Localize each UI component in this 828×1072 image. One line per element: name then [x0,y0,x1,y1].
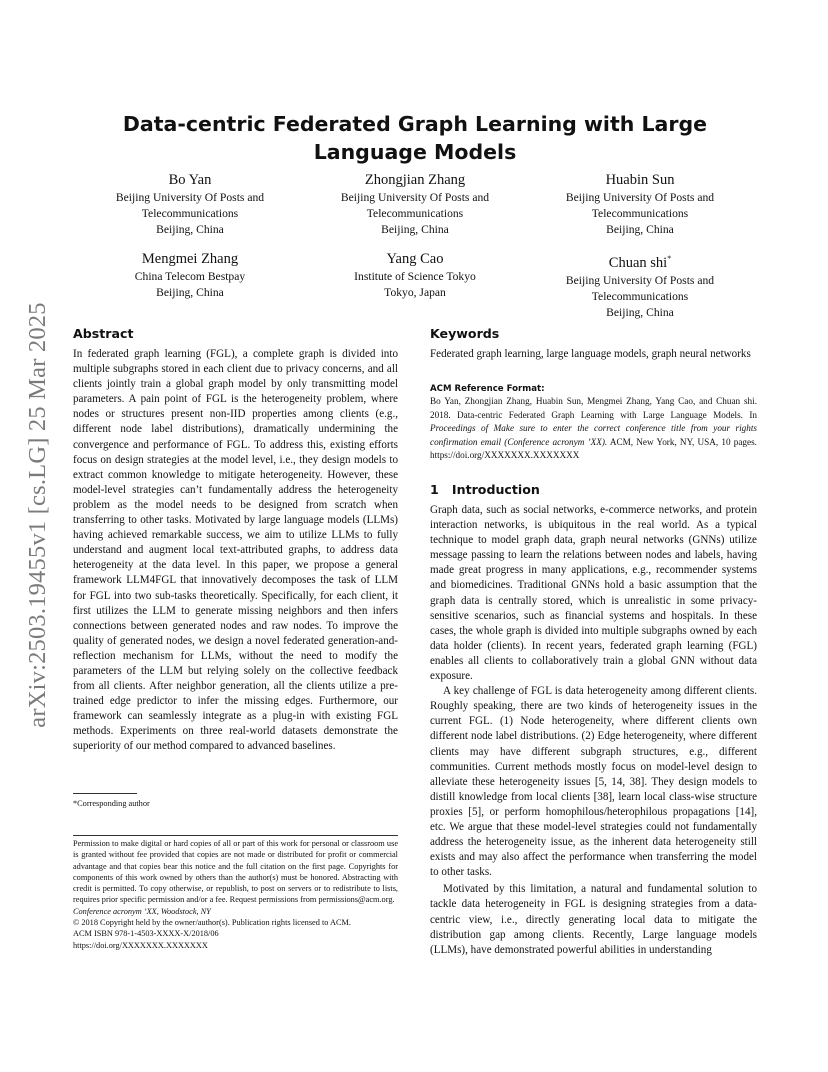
introduction-section [430,481,757,958]
acm-reference-text-2: ACM, New York, NY, USA, 10 pages. https://doi.org/XXXXXXX.XXXXXXX [430,436,757,461]
isbn-line: ACM ISBN 978-1-4503-XXXX-X/2018/06 [73,929,219,939]
introduction-paragraph: Graph data, such as social networks, e-commerce networks, and protein interaction networks, is ubiquitous in the real world. As a typical technique to model graph data, graph neural networks (GNNs) utilize message passing to learn the relations between nodes and labels, having made great progress in many applications, e.g., recommender systems and biomedicines. Traditional GNNs hold a basic assumption that the graph data is centrally stored, which is unrealistic in some privacy-sensitive scenarios, such as financial systems and hospitals. In these cases, the whole graph is divided into multiple subgraphs owned by each data holder (clients). In recent years, federated graph learning (FGL) enables all clients to collaboratively train a global GNN without data exposure. [430,504,757,683]
conference-info: Conference acronym ’XX, Woodstock, NY [73,906,211,916]
author-name: Mengmei Zhang [141,251,239,267]
copyright-line: © 2018 Copyright held by the owner/author(s). Publication rights licensed to ACM. [73,918,351,928]
author-affiliation: Beijing University Of Posts and Telecommunications Beijing, China [340,191,490,236]
author-block [300,170,530,238]
introduction-paragraph: A key challenge of FGL is data heterogeneity among different clients. Roughly speaking, there are two kinds of heterogeneity issues in the current FGL. (1) Node heterogeneity, where different clients own different node label distributions. (2) Edge heterogeneity, where different clients may have different subgraph structures, e.g., different communities. Current methods mostly focus on model-level design to alleviate these heterogeneity issues [5, 14, 38]. They design models to distill knowledge from local clients [38], learn local class-wise structure proxies [5], or perform homophilous/heterophilous propagations [14], etc. We argue that these model-level strategies could not fundamentally address the heterogeneity issue, as the inherent data heterogeneity still exists and may also affect the performance when transferring the model to other tasks. [430,685,757,879]
acm-reference-section [430,383,757,463]
keywords-heading: Keywords [430,326,500,341]
author-block [525,170,755,238]
acm-reference-heading: ACM Reference Format: [430,384,545,394]
introduction-paragraph: Motivated by this limitation, a natural and fundamental solution to tackle data heterogeneity in FGL is designing strategies from a data-centric view, i.e., directly generating local data to mitigate the distribution gap among clients. Recently, Large language models (LLMs), have demonstrated powerful abilities in understanding [430,883,757,956]
corresponding-author-mark: * [667,254,672,263]
permission-text: Permission to make digital or hard copies of all or part of this work for personal or classroom use is granted without fee provided that copies are not made or distributed for profit or commercial advantage and that copies bear this notice and the full citation on the first page. Copyrights for components of this work owned by others than the author(s) must be honored. Abstracting with credit is permitted. To copy otherwise, or republish, to post on servers or to redistribute to lists, requires prior specific permission and/or a fee. Request permissions from permissions@acm.org. [73,839,398,905]
author-affiliation: Beijing University Of Posts and Telecommunications Beijing, China [565,191,715,236]
author-block [75,249,305,301]
arxiv-identifier-text: arXiv:2503.19455v1 [cs.LG] 25 Mar 2025 [24,302,51,728]
footnote: *Corresponding author [73,799,150,808]
keywords-text: Federated graph learning, large language models, graph neural networks [430,348,751,360]
abstract-section [73,325,398,755]
permission-block [73,838,398,951]
abstract-heading: Abstract [73,326,134,341]
acm-reference-proceedings: Proceedings of Make sure to enter the correct conference title from your rights confirmation email (Conference acronym ’XX). [430,423,757,447]
doi-line: https://doi.org/XXXXXXX.XXXXXXX [73,940,208,950]
abstract-text: In federated graph learning (FGL), a complete graph is divided into multiple subgraphs stored in each client due to privacy concerns, and all clients jointly train a global graph model by only transmitting model parameters. A pain point of FGL is the heterogeneity problem, where nodes or structures present non-IID properties among clients (e.g., different node label distributions), dramatically undermining the convergence and performance of FGL. To address this, existing efforts focus on design strategies at the model level, i.e., they design models to extract common knowledge to mitigate heterogeneity. However, these model-level strategies can’t fundamentally address the heterogeneity problem as the model needs to be designed from scratch when transferring to other tasks. Motivated by large language models (LLMs) having achieved remarkable success, we aim to utilize LLMs to fully understand and augment local text-attributed graphs, to address data heterogeneity at the data level. In this paper, we propose a general framework LLM4FGL that innovatively decomposes the task of LLM for FGL into two sub-tasks theoretically. Specifically, for each client, it first utilizes the LLM to generate missing neighbors and then infers connections between generated nodes and raw nodes. To improve the quality of generated nodes, we design a novel federated generation-and-reflection mechanism for LLMs, without the need to modify the parameters of the LLM but relying solely on the collective feedback from all clients. After neighbor generation, all the clients utilize a pre-trained edge predictor to infer the missing edges. Furthermore, our framework can seamlessly integrate as a plug-in with existing FGL methods. Experiments on three real-world datasets demonstrate the superiority of our method compared to advanced baselines. [73,348,398,753]
permission-rule [73,835,398,836]
author-block [300,249,530,301]
author-block [525,249,755,321]
introduction-heading: 1 Introduction [430,482,540,497]
acm-reference-text [430,395,757,463]
author-block [75,170,305,238]
paper-title: Data-centric Federated Graph Learning with Large Language Models [122,112,708,164]
author-affiliation: China Telecom Bestpay Beijing, China [134,270,246,299]
author-name: Huabin Sun [605,172,675,188]
footnote-rule [73,793,137,794]
author-affiliation: Institute of Science Tokyo Tokyo, Japan [354,270,476,299]
author-affiliation: Beijing University Of Posts and Telecommunications Beijing, China [565,273,715,319]
acm-reference-text-1: Bo Yan, Zhongjian Zhang, Huabin Sun, Mengmei Zhang, Yang Cao, and Chuan shi. 2018. Data-centric Federated Graph Learning with Large Language Models. In [430,396,757,420]
arxiv-identifier [18,280,58,750]
author-name: Zhongjian Zhang [364,172,466,188]
author-name [525,249,755,273]
keywords-section [430,325,757,362]
author-name: Bo Yan [168,172,212,188]
author-name: Yang Cao [386,251,444,267]
author-name-text: Chuan shi [608,254,668,271]
author-affiliation: Beijing University Of Posts and Telecommunications Beijing, China [115,191,265,236]
